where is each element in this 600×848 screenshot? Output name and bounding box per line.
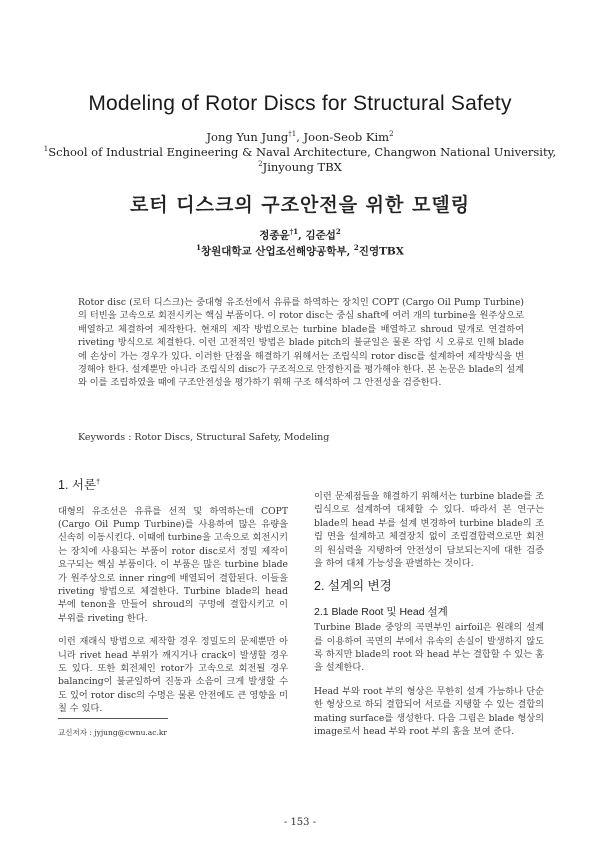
affiliation-1-text: School of Industrial Engineering & Naval Architecture, Changwon National University, [48, 145, 557, 159]
subsection-2-1-paragraph-2: Head 부와 root 부의 형상은 무한히 설계 가능하나 단순한 형상으로 하되 결합되어 서로를 지탱할 수 있는 결합의 mating surface를 생성한다. 다음 그림은 blade 형상의 image로서 head 부와 root 부의 홈을 보여 준다. [314, 685, 544, 738]
keywords: Keywords : Rotor Discs, Structural Safety, Modeling [78, 432, 330, 443]
section-1-heading-text: 1. 서론 [58, 478, 97, 493]
korean-affiliation-1: 창원대학교 산업조선해양공학부, [200, 245, 354, 258]
affiliation-2 [0, 160, 600, 174]
korean-affiliation-2-mark: 2 [353, 243, 359, 252]
korean-author-2: , 김준섭 [298, 229, 336, 242]
paper-title: Modeling of Rotor Discs for Structural Safety [88, 92, 512, 115]
section-1-paragraph-1: 대형의 유조선은 유류를 선적 및 하역하는데 COPT (Cargo Oil Pump Turbine)를 사용하여 많은 유량을 신속히 이동시킨다. 이때에 turbine을 고속으로 회전시키는 장치에 사용되는 부품이 rotor disc로서 정밀 제작이 요구되는 핵심 부품이다. 이 부품은 많은 turbine blade가 원주상으로 inner ring에 배열되어 결합된다. 이들을 riveting 방법으로 체결한다. Turbine blade의 head 부에 tenon을 만들어 shroud의 구멍에 결합시키고 이 부위를 riveting 한다. [58, 505, 288, 624]
right-column [314, 490, 544, 749]
korean-author-2-mark: 2 [335, 227, 341, 236]
affiliation-1-mark: 1 [43, 145, 49, 154]
affiliation-2-mark: 2 [258, 160, 263, 169]
section-2-heading: 2. 설계의 변경 [314, 579, 392, 594]
korean-authors [0, 227, 600, 243]
subsection-2-1-paragraph-1: Turbine Blade 중앙의 곡면부인 airfoil은 원래의 설계를 이용하여 곡면의 부에서 유속의 손실이 발생하지 않도록 하지만 blade의 root 와 head 부는 결합할 수 있는 홈을 설계한다. [314, 622, 544, 674]
section-1-heading-mark: † [96, 479, 100, 486]
section-1-paragraph-2: 이런 재래식 방법으로 제작할 경우 정밀도의 문제뿐만 아니라 rivet head 부위가 깨지거나 crack이 발생할 경우도 있다. 또한 회전체인 rotor가 고속으로 회전될 경우 balancing이 불균일하여 진동과 소음이 크게 발생할 수도 있어 rotor disc의 수명은 물론 안전에도 큰 영향을 미칠 수 있다. [58, 636, 288, 715]
page-number: - 153 - [283, 817, 317, 828]
authors [0, 130, 600, 144]
korean-author-1: 정종윤 [259, 229, 290, 242]
section-1-heading [58, 476, 288, 493]
footnote: 교신저자 : jyjung@cwnu.ac.kr [58, 728, 167, 737]
affiliation-1 [0, 145, 600, 159]
author-1-mark: †1 [288, 130, 297, 139]
author-2: , Joon-Seob Kim [296, 130, 390, 144]
abstract: Rotor disc (로터 디스크)는 중대형 유조선에서 유류를 하역하는 장치인 COPT (Cargo Oil Pump Turbine)의 터빈을 고속으로 회전시키는 핵심 부품이다. 이 rotor disc는 중심 shaft에 여러 개의 turbine을 원주상으로 배열하고 체결하여 제작한다. 현재의 제작 방법으로는 turbine blade를 배열하고 shroud 덮개로 연결하여 riveting 방식으로 체결한다. 이런 고전적인 방법은 blade pitch의 불균일은 물론 작업 시 오류로 인해 blade에 손상이 가는 경우가 있다. 이러한 단점을 해결하기 위해서는 조립식의 rotor disc를 설계하여 제작방식을 변경해야 한다. 설계뿐만 아니라 조립식의 disc가 구조적으로 안정한지를 평가해야 한다. 본 논문은 blade의 설계와 이를 조립하였을 때에 구조안전성을 평가하기 위해 구조 해석하여 그 안전성을 검증한다. [78, 297, 524, 389]
author-1: Jong Yun Jung [206, 130, 289, 144]
affiliation-2-text: Jinyoung TBX [262, 160, 342, 174]
left-column [58, 476, 288, 726]
korean-affiliation [0, 243, 600, 259]
subsection-2-1-heading: 2.1 Blade Root 및 Head 설계 [314, 605, 448, 618]
korean-title: 로터 디스크의 구조안전을 위한 모델링 [129, 194, 471, 216]
korean-affiliation-2: 진영TBX [358, 245, 404, 258]
right-column-paragraph-1: 이런 문제점들을 해결하기 위해서는 turbine blade를 조립식으로 설계하여 대체할 수 있다. 따라서 본 연구는 blade의 head 부를 설계 변경하여 turbine blade의 조립 면을 설계하고 체결장치 없이 조립결합력으로만 회전의 원심력을 지탱하여 안전성이 담보되는지에 대한 검증을 하여 대체 가능성을 판별하는 것이다. [314, 491, 544, 570]
korean-author-1-mark: †1 [289, 227, 299, 236]
korean-affiliation-1-mark: 1 [196, 243, 201, 252]
author-2-mark: 2 [389, 130, 394, 139]
footnote-divider [58, 718, 168, 719]
